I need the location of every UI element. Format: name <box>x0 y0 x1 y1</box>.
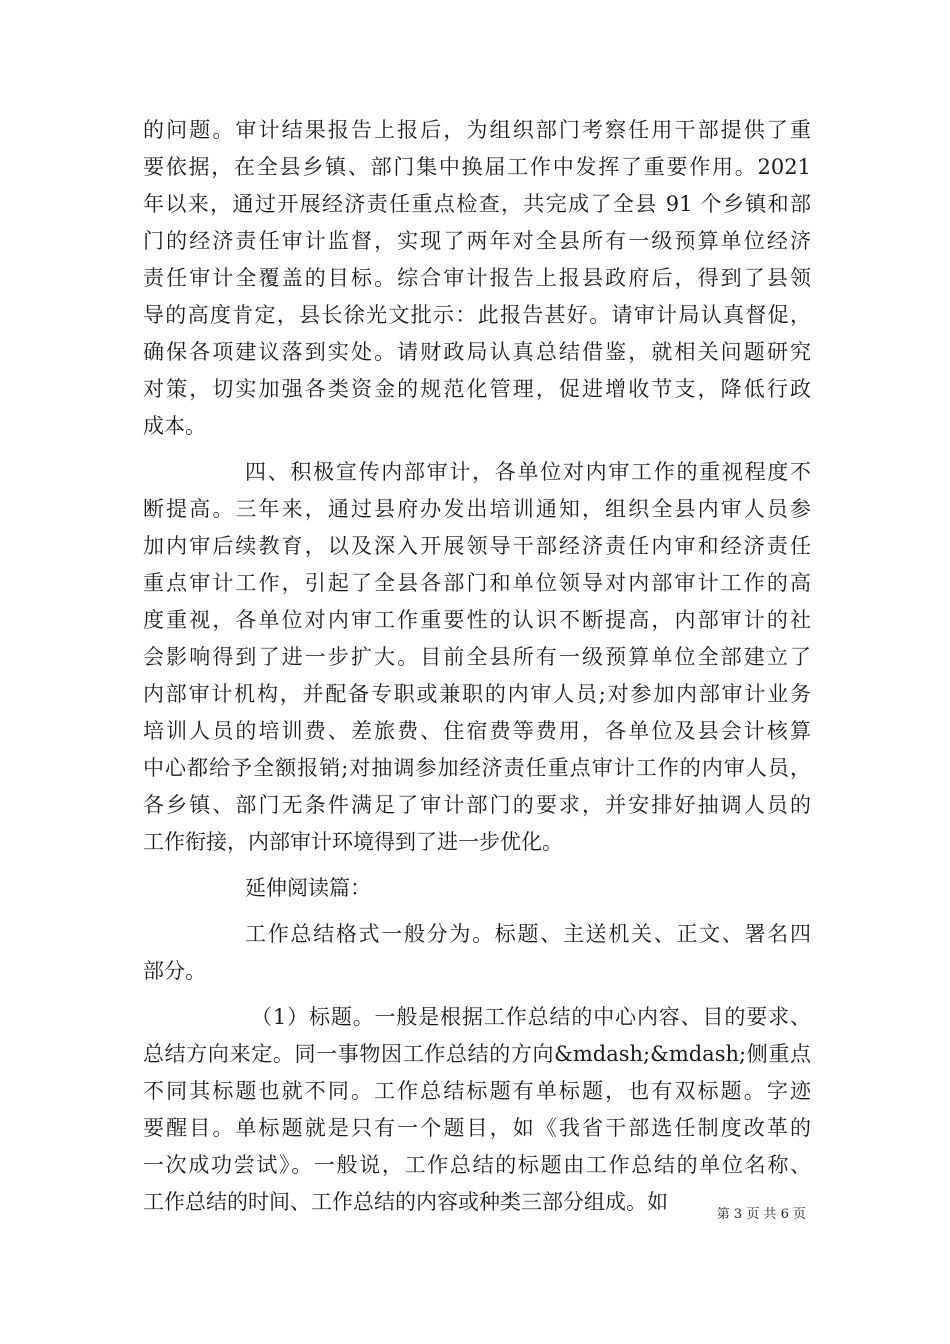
text-line: 断提高。三年来，通过县府办发出培训通知，组织全县内审人员参 <box>143 497 811 521</box>
text-line: 培训人员的培训费、差旅费、住宿费等费用，各单位及县会计核算 <box>143 719 811 743</box>
text-line: 年以来，通过开展经济责任重点检查，共完成了全县 91 个乡镇和部 <box>143 192 811 216</box>
text-line: 导的高度肯定，县长徐光文批示：此报告甚好。请审计局认真督促， <box>143 303 811 327</box>
text-line: 的问题。审计结果报告上报后，为组织部门考察任用干部提供了重 <box>143 118 811 142</box>
paragraph <box>143 999 811 1221</box>
paragraph-gap <box>143 445 811 454</box>
text-line: 延伸阅读篇： <box>245 876 371 900</box>
paragraph-gap <box>143 861 811 870</box>
text-line: 工作衔接，内部审计环境得到了进一步优化。 <box>143 830 563 854</box>
text-line: 责任审计全覆盖的目标。综合审计报告上报县政府后，得到了县领 <box>143 266 811 290</box>
text-line: 会影响得到了进一步扩大。目前全县所有一级预算单位全部建立了 <box>143 645 811 669</box>
text-line: 工作总结的时间、工作总结的内容或种类三部分组成。如 <box>143 1190 668 1214</box>
document-body <box>143 112 811 1221</box>
text-line: 重点审计工作，引起了全县各部门和单位领导对内部审计工作的高 <box>143 571 811 595</box>
text-line: 四、积极宣传内部审计，各单位对内审工作的重视程度不 <box>245 460 811 484</box>
text-line: 成本。 <box>143 414 206 438</box>
text-line: 要醒目。单标题就是只有一个题目，如《我省干部选任制度改革的 <box>143 1116 811 1140</box>
text-line: 内部审计机构，并配备专职或兼职的内审人员;对参加内部审计业务 <box>143 682 811 706</box>
paragraph-gap <box>143 990 811 999</box>
page-number: 第 3 页 共 6 页 <box>716 1207 806 1222</box>
text-line: （1）标题。一般是根据工作总结的中心内容、目的要求、 <box>251 1005 811 1029</box>
paragraph <box>143 112 811 445</box>
text-line: 加内审后续教育，以及深入开展领导干部经济责任内审和经济责任 <box>143 534 811 558</box>
text-line: 度重视，各单位对内审工作重要性的认识不断提高，内部审计的社 <box>143 608 811 632</box>
text-line: 确保各项建议落到实处。请财政局认真总结借鉴，就相关问题研究 <box>143 340 811 364</box>
paragraph <box>143 870 811 907</box>
paragraph <box>143 454 811 861</box>
text-line: 要依据，在全县乡镇、部门集中换届工作中发挥了重要作用。2021 <box>143 155 811 179</box>
text-line: 一次成功尝试》。一般说，工作总结的标题由工作总结的单位名称、 <box>143 1153 811 1177</box>
text-line: 对策，切实加强各类资金的规范化管理，促进增收节支，降低行政 <box>143 377 811 401</box>
text-line: 部分。 <box>143 959 206 983</box>
text-line: 总结方向来定。同一事物因工作总结的方向&mdash;&mdash;侧重点 <box>143 1042 811 1066</box>
text-line: 不同其标题也就不同。工作总结标题有单标题，也有双标题。字迹 <box>143 1079 811 1103</box>
text-line: 中心都给予全额报销;对抽调参加经济责任重点审计工作的内审人员， <box>143 756 811 780</box>
text-line: 各乡镇、部门无条件满足了审计部门的要求，并安排好抽调人员的 <box>143 793 811 817</box>
paragraph-gap <box>143 907 811 916</box>
text-line: 工作总结格式一般分为。标题、主送机关、正文、署名四 <box>245 922 811 946</box>
paragraph <box>143 916 811 990</box>
text-line: 门的经济责任审计监督，实现了两年对全县所有一级预算单位经济 <box>143 229 811 253</box>
